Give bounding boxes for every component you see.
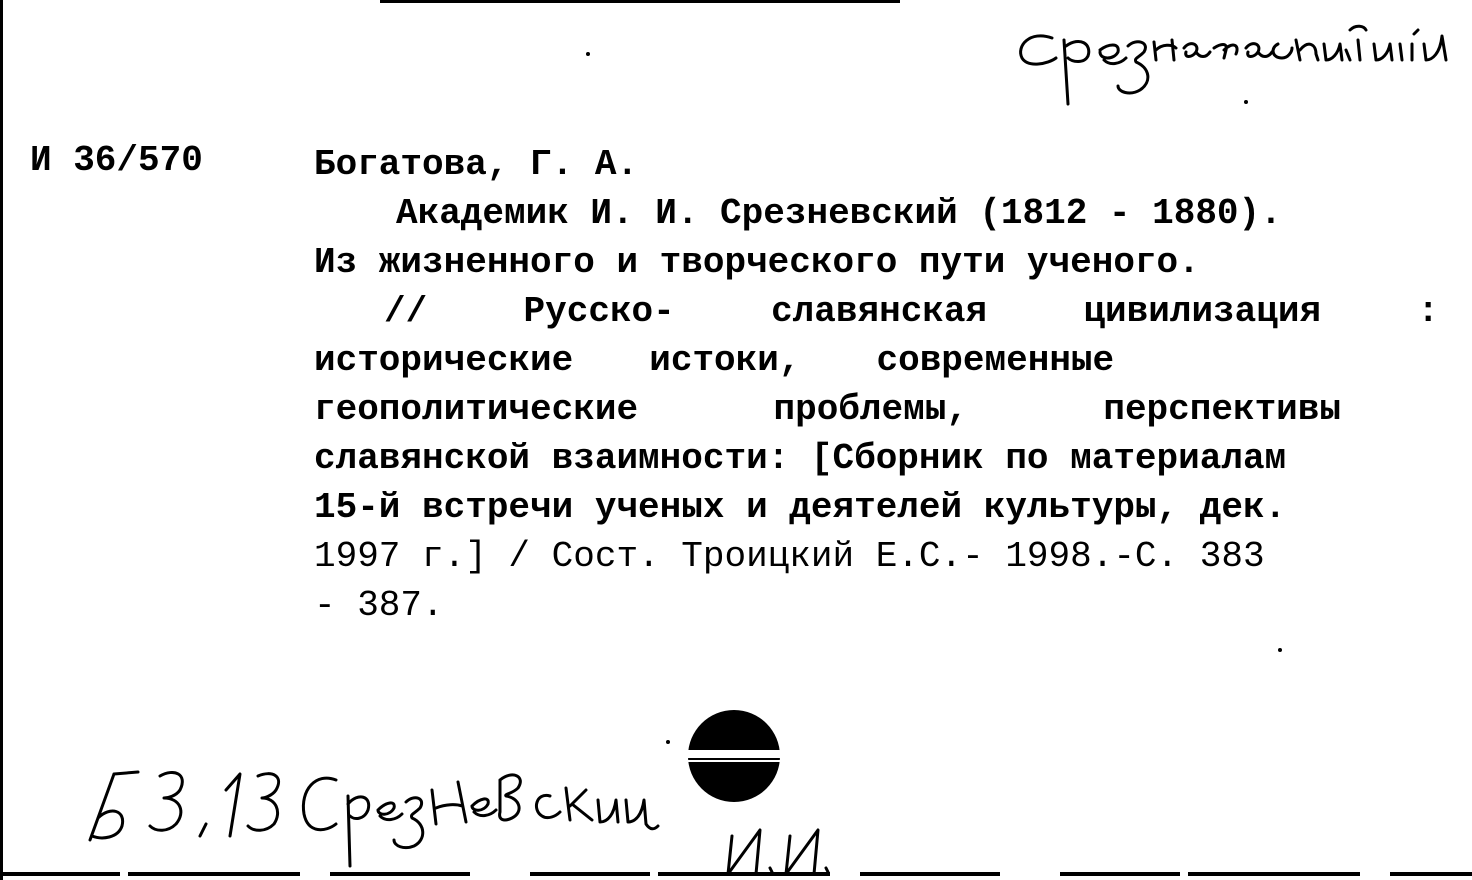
source-line-7: - 387. <box>314 585 444 626</box>
source-line-3 <box>314 385 1439 434</box>
source-word: проблемы, <box>773 389 968 430</box>
source-word: истоки, <box>649 340 801 381</box>
source-line-6: 1997 г.] / Сост. Троицкий Е.С.- 1998.-С. 383 <box>314 536 1265 577</box>
title-line-1: Академик И. И. Срезневский (1812 - 1880). <box>396 193 1282 234</box>
source-word: цивилизация <box>1083 291 1322 332</box>
scan-speck <box>1278 648 1282 652</box>
bibliographic-entry <box>314 140 1439 630</box>
source-word: исторические <box>314 340 574 381</box>
source-word: Русско- <box>523 291 675 332</box>
source-word: геополитические <box>314 389 639 430</box>
source-word: : <box>1417 291 1439 332</box>
shelfmark: И 36/570 <box>30 140 203 181</box>
source-word: перспективы <box>1103 389 1341 430</box>
source-line-5: 15-й встречи ученых и деятелей культуры, дек. <box>314 487 1287 528</box>
source-word: современные <box>876 340 1115 381</box>
source-line-4: славянской взаимности: [Сборник по материалам <box>314 438 1287 479</box>
source-word: славянская <box>771 291 988 332</box>
source-line-1 <box>314 287 1439 336</box>
scan-speck <box>586 52 590 56</box>
source-line-2 <box>314 336 1439 385</box>
handwritten-bottom-annotation <box>80 740 900 880</box>
handwritten-top-annotation <box>1000 0 1470 110</box>
card-left-edge <box>0 0 3 880</box>
author-line: Богатова, Г. А. <box>314 144 639 185</box>
card-top-edge <box>380 0 900 3</box>
source-word: // <box>384 291 428 332</box>
title-line-2: Из жизненного и творческого пути ученого. <box>314 242 1200 283</box>
